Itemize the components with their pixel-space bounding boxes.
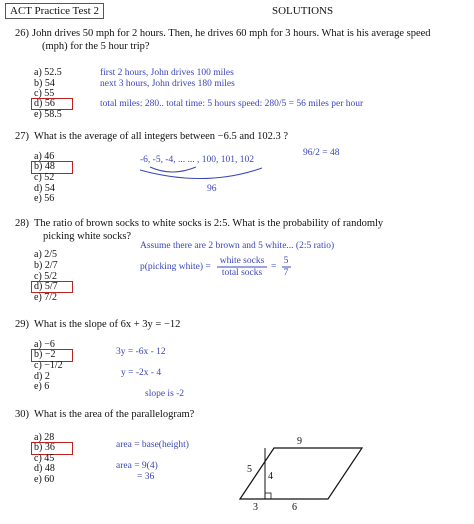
q29-option-a[interactable]: a) −6 [34,339,55,350]
q29-option-e[interactable]: e) 6 [34,381,50,392]
q26-option-e[interactable]: e) 58.5 [34,109,62,120]
q26-option-a[interactable]: a) 52.5 [34,67,62,78]
q27-count: 96 [207,184,217,194]
q29-work-3: slope is -2 [145,389,185,399]
q26-option-d-answer[interactable]: d) 56 [32,99,72,110]
q26-text-line2: (mph) for the 5 hour trip? [42,41,150,52]
q30-option-b-answer[interactable]: b) 36 [32,443,72,454]
q28-answer-numerator: 5 [283,256,289,266]
parallelogram-label-base-right: 6 [292,502,297,513]
q30-option-e[interactable]: e) 60 [34,473,55,485]
q27-option-a[interactable]: a) 46 [34,151,55,162]
test-title: ACT Practice Test 2 [5,3,104,19]
parallelogram-shape [240,448,362,499]
q27-brace-short [150,167,196,172]
q28-answer-denominator: 7 [283,268,289,278]
q26-work-3: total miles: 280.. total time: 5 hours speed: 280/5 = 56 miles per hour [100,99,364,109]
q29-text: What is the slope of 6x + 3y = −12 [34,319,181,330]
q27-text: What is the average of all integers between −6.5 and 102.3 ? [34,131,289,142]
q26-work-1: first 2 hours, John drives 100 miles [100,68,234,78]
q29-work-2: y = -2x - 4 [121,368,162,378]
q30-work-2: area = 9(4) [116,461,158,471]
q27-sequence: -6, -5, -4, ... ... , 100, 101, 102 [140,155,254,165]
q28-prob-label: p(picking white) = [140,262,211,272]
q28-frac-denominator: total socks [221,268,263,278]
q29-option-b-answer[interactable]: b) −2 [32,350,72,361]
q27-option-b-answer[interactable]: b) 48 [32,162,72,173]
q29-number: 29) [15,319,29,330]
parallelogram-label-height: 4 [268,471,273,482]
q30-work-3: = 36 [137,472,155,482]
q27-option-c[interactable]: c) 52 [34,172,55,183]
q26-option-c[interactable]: c) 55 [34,88,55,99]
q28-option-e[interactable]: e) 7/2 [34,291,58,303]
parallelogram-label-base-left: 3 [253,502,258,513]
q28-text-line1: The ratio of brown socks to white socks is 2:5. What is the probability of randomly [34,218,384,229]
q28-option-d-answer[interactable]: d) 5/7 [32,282,72,293]
right-angle-marker [265,493,271,499]
q29-option-d[interactable]: d) 2 [34,370,50,382]
q30-work-1: area = base(height) [116,440,189,450]
q26-text-line1: John drives 50 mph for 2 hours. Then, he drives 60 mph for 3 hours. What is his average speed [32,28,431,39]
q29-option-c[interactable]: c) −1/2 [34,360,63,371]
q30-option-c[interactable]: c) 45 [34,452,55,464]
q30-text: What is the area of the parallelogram? [34,409,195,420]
q30-option-d[interactable]: d) 48 [34,463,55,474]
q28-option-a[interactable]: a) 2/5 [34,249,58,260]
q28-assume: Assume there are 2 brown and 5 white... (2:5 ratio) [140,241,335,251]
q27-number: 27) [15,131,29,142]
q28-option-c[interactable]: c) 5/2 [34,270,58,282]
q28-option-b[interactable]: b) 2/7 [34,260,58,271]
solutions-label: SOLUTIONS [272,5,334,17]
q26-number: 26) [15,28,29,39]
parallelogram-label-side: 5 [247,464,252,475]
q26-work-2: next 3 hours, John drives 180 miles [100,79,235,89]
q30-number: 30) [15,409,29,420]
q28-frac-numerator: white socks [219,256,265,266]
q28-text-line2: picking white socks? [43,231,132,242]
q26-option-b[interactable]: b) 54 [34,77,55,89]
q28-equals: = [271,262,277,272]
q27-option-d[interactable]: d) 54 [34,182,55,194]
q30-option-a[interactable]: a) 28 [34,432,55,443]
q28-number: 28) [15,218,29,229]
q27-calc: 96/2 = 48 [303,148,340,158]
q29-work-1: 3y = -6x - 12 [116,347,166,357]
parallelogram-label-top: 9 [297,436,302,447]
q27-option-e[interactable]: e) 56 [34,193,55,204]
